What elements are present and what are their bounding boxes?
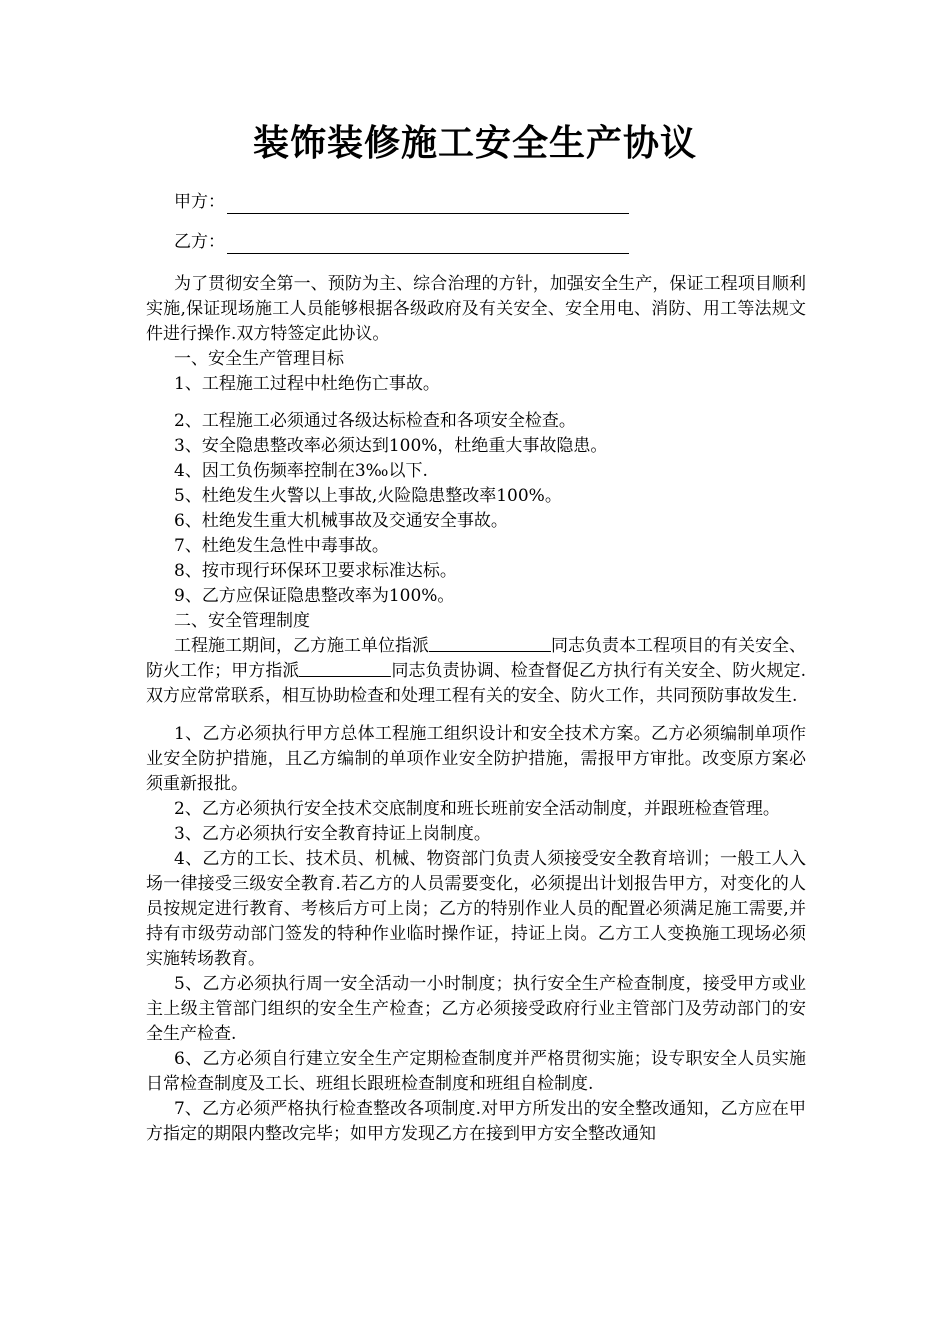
party-a-line [174,190,629,214]
list-item: 6、乙方必须自行建立安全生产定期检查制度并严格贯彻实施；设专职安全人员实施日常检查制度及工长、班组长跟班检查制度和班组自检制度. [146,1049,806,1094]
list-item: 9、乙方应保证隐患整改率为100%。 [174,586,455,606]
list-item: 4、因工负伤频率控制在3‰以下. [174,461,428,481]
list-item: 2、乙方必须执行安全技术交底制度和班长班前安全活动制度，并跟班检查管理。 [174,799,780,819]
list-item: 7、杜绝发生急性中毒事故。 [174,536,389,556]
document-title: 装饰装修施工安全生产协议 [252,123,697,164]
list-item: 3、安全隐患整改率必须达到100%，杜绝重大事故隐患。 [174,436,608,456]
party-b-label: 乙方： [174,232,225,252]
list-item: 5、杜绝发生火警以上事故,火险隐患整改率100%。 [174,486,562,506]
section1-heading: 一、安全生产管理目标 [174,349,344,369]
list-item: 2、工程施工必须通过各级达标检查和各项安全检查。 [174,411,576,431]
list-item: 7、乙方必须严格执行检查整改各项制度.对甲方所发出的安全整改通知，乙方应在甲方指定的期限内整改完毕；如甲方发现乙方在接到甲方安全整改通知 [146,1099,806,1144]
list-item: 8、按市现行环保环卫要求标准达标。 [174,561,457,581]
assignee-blank-b [429,634,551,652]
intro-paragraph: 为了贯彻安全第一、预防为主、综合治理的方针，加强安全生产，保证工程项目顺利实施,保证现场施工人员能够根据各级政府及有关安全、安全用电、消防、用工等法规文件进行操作.双方特签定此协议。 [146,274,806,344]
list-item: 3、乙方必须执行安全教育持证上岗制度。 [174,824,491,844]
party-a-label: 甲方： [174,192,225,212]
party-b-line [174,230,629,254]
para-text: 工程施工期间，乙方施工单位指派 [174,636,429,656]
para-text: 同志负责协调、检查督促乙方执行有关安全、防火规定.双方应常常联系，相互协助检查和处理工程有关的安全、防火工作，共同预防事故发生. [146,661,806,706]
party-b-blank [227,235,629,254]
agreement-body [146,272,806,1147]
list-item: 1、乙方必须执行甲方总体工程施工组织设计和安全技术方案。乙方必须编制单项作业安全防护措施，且乙方编制的单项作业安全防护措施，需报甲方审批。改变原方案必须重新报批。 [146,724,806,794]
assignee-blank-a [299,659,391,677]
party-a-blank [227,195,629,214]
section2-heading: 二、安全管理制度 [174,611,310,631]
list-item: 1、工程施工过程中杜绝伤亡事故。 [174,374,440,394]
list-item: 5、乙方必须执行周一安全活动一小时制度；执行安全生产检查制度，接受甲方或业主上级主管部门组织的安全生产检查；乙方必须接受政府行业主管部门及劳动部门的安全生产检查. [146,974,806,1044]
responsibility-paragraph [146,634,806,709]
list-item: 4、乙方的工长、技术员、机械、物资部门负责人须接受安全教育培训；一般工人入场一律接受三级安全教育.若乙方的人员需要变化，必须提出计划报告甲方，对变化的人员按规定进行教育、考核后方可上岗；乙方的特别作业人员的配置必须满足施工需要,并持有市级劳动部门签发的特种作业临时操作证，持证上岗。乙方工人变换施工现场必须实施转场教育。 [146,849,806,969]
list-item: 6、杜绝发生重大机械事故及交通安全事故。 [174,511,508,531]
para-text: 同志负责本工程项目的有关安全、防火工作；甲方指派 [146,636,806,681]
